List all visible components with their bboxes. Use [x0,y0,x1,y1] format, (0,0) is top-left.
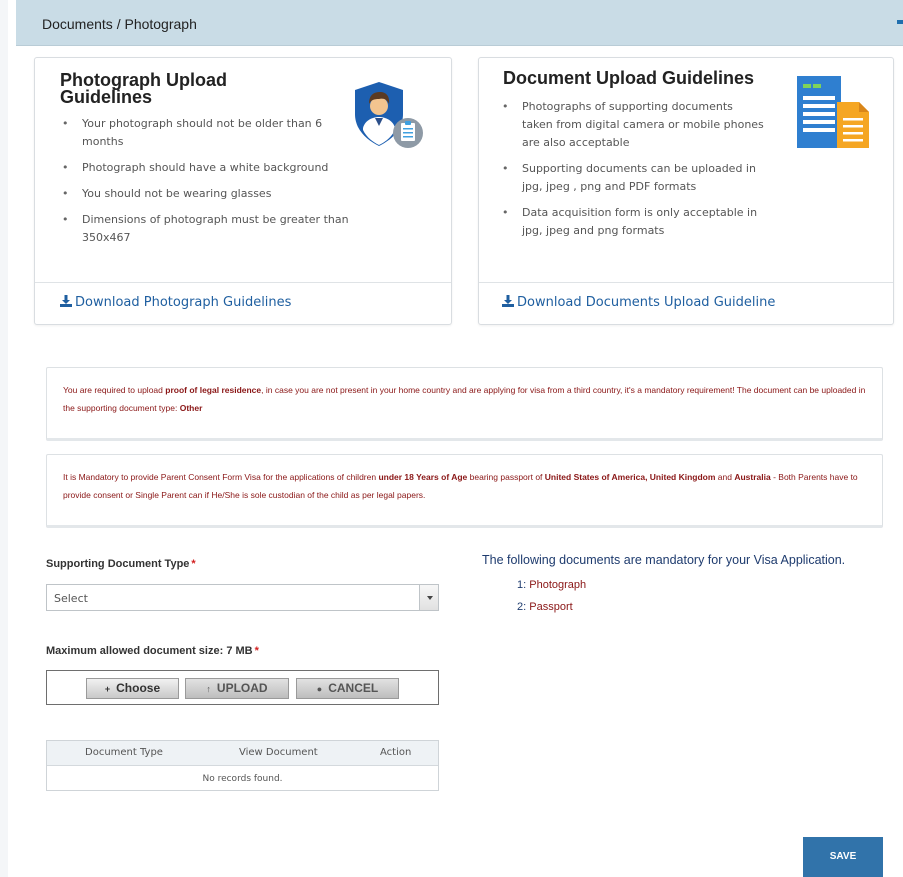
cancel-button-label: CANCEL [328,681,379,695]
item-number: 2: [517,601,527,613]
download-photo-guidelines-link[interactable] [60,295,291,310]
documents-table [46,740,439,791]
upload-arrow-icon: ↑ [206,684,211,694]
list-item [517,600,845,614]
upload-button-label: UPLOAD [216,681,268,695]
max-size-label-text: Maximum allowed document size: 7 MB [46,645,253,657]
table-header [47,741,438,766]
required-asterisk: * [191,558,196,570]
notice-text: , in case you are not present in your home country and are applying for visa from a third country, it's a mandatory requirement! The document can be uploaded in the supporting document type: [63,385,866,413]
upload-button[interactable] [185,678,289,699]
notice-text: - Both Parents have to provide consent or Single Parent can if He/She is sole custodian of the child as per legal papers. [63,472,858,500]
choose-button[interactable] [86,678,179,699]
list-item: • Photographs of supporting documents taken from digital camera or mobile phones are also acceptable [497,98,765,152]
photo-guidelines-card [34,57,452,325]
choose-button-label: Choose [116,681,161,695]
doc-type-select-value: Select [54,592,88,605]
item-label: Photograph [529,579,587,591]
list-item: • You should not be wearing glasses [57,185,357,203]
card-divider [479,282,893,283]
doc-type-label-text: Supporting Document Type [46,558,190,570]
cancel-button[interactable] [296,678,399,699]
column-header-view-document: View Document [239,747,318,758]
document-guidelines-list [497,98,765,248]
notice-text: It is Mandatory to provide Parent Consent Form Visa for the applications of children [63,472,379,482]
required-asterisk: * [254,645,259,657]
save-button[interactable]: SAVE [803,837,883,877]
list-item: • Supporting documents can be uploaded in jpg, jpeg , png and PDF formats [497,160,765,196]
item-number: 1: [517,579,527,591]
documents-icon [795,74,871,150]
download-documents-guideline-link[interactable] [502,295,775,310]
notice-bold-text: proof of legal residence [165,385,262,395]
mandatory-documents [482,553,845,622]
download-documents-guideline-label: Download Documents Upload Guideline [517,295,776,310]
notice-text: bearing passport of [467,472,545,482]
notice-bold-text: Australia [734,472,771,482]
list-item [517,578,845,592]
document-guidelines-card [478,57,894,325]
notice-bold-text: Other [179,403,203,413]
column-header-action: Action [380,747,412,758]
notice-text: and [715,472,735,482]
list-item: • Photograph should have a white background [57,159,357,177]
parent-consent-notice [46,454,883,528]
item-label: Passport [529,601,573,613]
mandatory-documents-heading: The following documents are mandatory for your Visa Application. [482,553,846,567]
column-header-document-type: Document Type [85,747,163,758]
list-item: • Your photograph should not be older than 6 months [57,115,357,151]
section-title: Documents / Photograph [42,16,197,32]
doc-type-select[interactable] [46,584,439,611]
collapse-minus-icon[interactable] [897,20,903,24]
residence-notice [46,367,883,441]
photo-guidelines-title: Photograph Upload Guidelines [60,70,227,107]
notice-text: You are required to upload [63,385,166,395]
max-size-label [46,645,259,657]
photo-guidelines-list [57,115,357,255]
mandatory-documents-list [517,578,845,614]
file-upload-box [46,670,439,705]
notice-bold-text: under 18 Years of Age [378,472,468,482]
list-item: • Data acquisition form is only acceptable in jpg, jpeg and png formats [497,204,765,240]
download-photo-guidelines-label: Download Photograph Guidelines [75,295,292,310]
cancel-icon: ● [316,684,323,694]
list-item: • Dimensions of photograph must be greater than 350x467 [57,211,357,247]
doc-type-label [46,558,196,570]
card-divider [35,282,451,283]
person-id-badge-icon [353,80,428,150]
section-header[interactable] [16,0,903,46]
plus-icon: + [104,684,111,694]
dropdown-arrow-icon[interactable] [419,585,438,610]
download-icon [60,295,72,307]
table-empty-message: No records found. [202,774,283,784]
document-guidelines-title: Document Upload Guidelines [503,68,755,88]
download-icon [502,295,514,307]
notice-bold-text: United States of America, United Kingdom [544,472,716,482]
